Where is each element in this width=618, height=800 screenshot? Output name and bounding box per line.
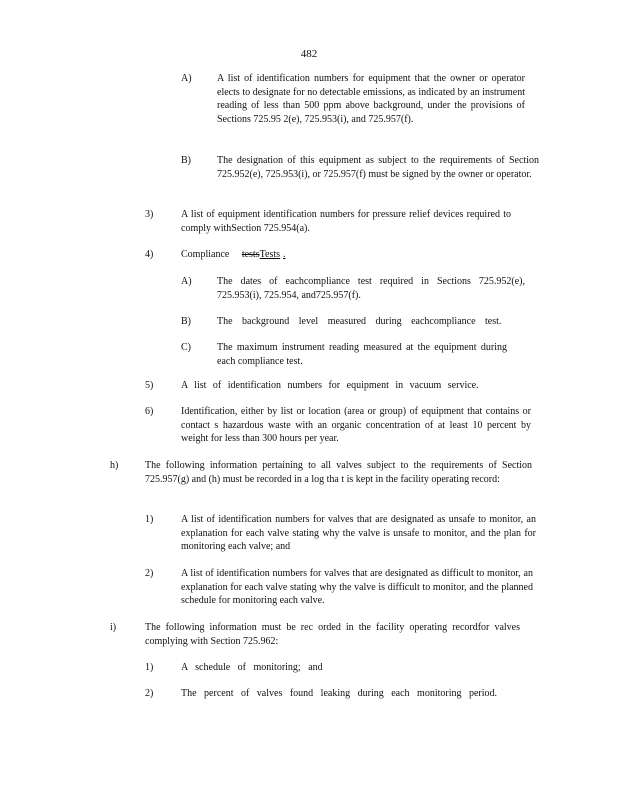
- item-text: The following information must be rec orded in the facility operating recordfor valves complying with Section 725.962:: [145, 622, 520, 647]
- item-label: 2): [145, 568, 154, 579]
- item-text: A list of identification numbers for equipment in vacuum service.: [181, 380, 479, 391]
- item-text: A schedule of monitoring; and: [181, 662, 323, 673]
- inserted-text-end: .: [283, 249, 286, 260]
- item-text: Identification, either by list or location (area or group) of equipment that contains or contact s hazardous waste with an organic concentration of at least 10 percent by weight for less than 300 hours per year.: [181, 406, 531, 445]
- item-label: 5): [145, 380, 154, 391]
- item-text: A list of identification numbers for valves that are designated as difficult to monitor, an explanation for each valve stating why the valve is difficult to monitor, and the planned schedule for monitoring each valve.: [181, 568, 533, 607]
- item-text: The following information pertaining to all valves subject to the requirements of Section 725.957(g) and (h) must be recorded in a log tha t is kept in the facility operating record:: [145, 460, 532, 485]
- item-label: 2): [145, 688, 154, 699]
- item-label: B): [181, 155, 191, 166]
- item-text: [181, 248, 511, 262]
- item-label: C): [181, 342, 191, 353]
- item-text: A list of identification numbers for valves that are designated as unsafe to monitor, an explanation for each valve stating why the valve is unsafe to monitor, and the plan for monitoring each valve; and: [181, 514, 536, 553]
- item-label: 1): [145, 662, 154, 673]
- item-text: A list of identification numbers for equipment that the owner or operator elects to designate for no detectable emissions, as indicated by an instrument reading of less than 500 ppm above background, under the provisions of Sections 725.95 2(e), 725.953(i), and 725.957(f).: [217, 73, 525, 125]
- page-number: 482: [300, 48, 318, 60]
- struck-text: tests: [241, 249, 260, 260]
- item-label: B): [181, 316, 191, 327]
- item-label: 3): [145, 209, 154, 220]
- inserted-text: Tests: [259, 249, 281, 260]
- item-label: 1): [145, 514, 154, 525]
- item-text: The maximum instrument reading measured at the equipment during each compliance test.: [217, 342, 507, 367]
- item-label: h): [110, 460, 119, 471]
- item-text: The dates of eachcompliance test required in Sections 725.952(e), 725.953(i), 725.954, and725.957(f).: [217, 276, 525, 301]
- item-text: The percent of valves found leaking during each monitoring period.: [181, 688, 498, 699]
- item-label: A): [181, 276, 192, 287]
- item-text: The background level measured during eachcompliance test.: [217, 316, 502, 327]
- item-label: i): [110, 622, 117, 633]
- item-label: A): [181, 73, 192, 84]
- item-text: The designation of this equipment as subject to the requirements of Section 725.952(e), 725.953(i), or 725.957(f) must be signed by the owner or operator.: [217, 155, 539, 180]
- compliance-heading: Compliance: [181, 249, 230, 260]
- item-text: A list of equipment identification numbers for pressure relief devices required to comply withSection 725.954(a).: [181, 209, 511, 234]
- item-label: 6): [145, 406, 154, 417]
- item-label: 4): [145, 249, 154, 260]
